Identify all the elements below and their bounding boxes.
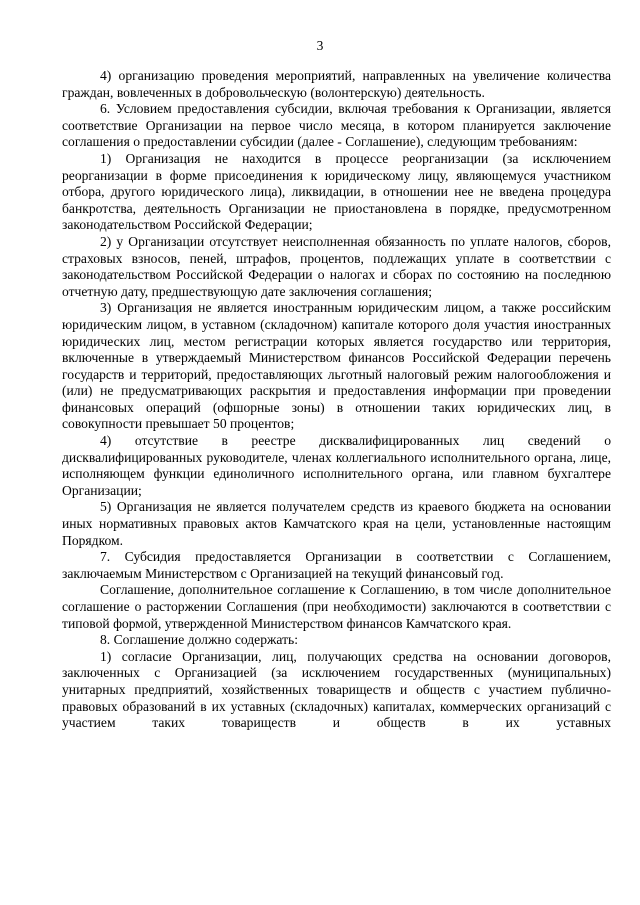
paragraph-requirement-2: 2) у Организации отсутствует неисполненная обязанность по уплате налогов, сборов, страховых взносов, пеней, штрафов, процентов, подлежащих уплате в соответствии с законодательством Российской Федерации о налогах и сборах по состоянию на последнюю отчетную дату, предшествующую дате заключения соглашения; [62,233,611,299]
paragraph-requirement-3: 3) Организация не является иностранным юридическим лицом, а также российским юридическим лицом, в уставном (складочном) капитале которого доля участия иностранных юридических лиц, местом регистрации которых является государство или территория, включенные в утверждаемый Министерством финансов Российской Федерации перечень государств и территорий, предоставляющих льготный налоговый режим налогообложения и (или) не предусматривающих раскрытия и предоставления информации при проведении финансовых операций (офшорные зоны) в отношении таких юридических лиц, в совокупности превышает 50 процентов; [62,300,611,432]
paragraph-requirement-4: 4) отсутствие в реестре дисквалифицированных лиц сведений о дисквалифицированных руководителе, членах коллегиального исполнительного органа, лице, исполняющем функции единоличного исполнительного органа, или главном бухгалтере Организации; [62,433,611,498]
document-body [62,68,611,732]
paragraph-consent-1: 1) согласие Организации, лиц, получающих средства на основании договоров, заключенных с Организацией (за исключением государственных (муниципальных) унитарных предприятий, хозяйственных товариществ и обществ с участием публично-правовых образований в их уставных (складочных) капиталах, коммерческих организаций с участием таких товариществ и обществ в их уставных [62,648,611,731]
paragraph-requirement-5: 5) Организация не является получателем средств из краевого бюджета на основании иных нормативных правовых актов Камчатского края на цели, установленные настоящим Порядком. [62,499,611,548]
paragraph-clause-7: 7. Субсидия предоставляется Организации в соответствии с Соглашением, заключаемым Министерством с Организацией на текущий финансовый год. [62,549,611,581]
paragraph-clause-6: 6. Условием предоставления субсидии, включая требования к Организации, является соответствие Организации на первое число месяца, в котором планируется заключение соглашения о предоставлении субсидии (далее - Соглашение), следующим требованиям: [62,101,611,150]
paragraph-clause-8: 8. Соглашение должно содержать: [100,632,298,648]
paragraph-item-4-volunteer: 4) организацию проведения мероприятий, направленных на увеличение количества граждан, вовлеченных в добровольческую (волонтерскую) деятельность. [62,68,611,100]
paragraph-requirement-1: 1) Организация не находится в процессе реорганизации (за исключением реорганизации в форме присоединения к юридическому лицу, являющемуся участником отбора, другого юридического лица), ликвидации, в отношении нее не введена процедура банкротства, деятельность Организации не приостановлена в порядке, предусмотренном законодательством Российской Федерации; [62,150,611,233]
page-number: 3 [316,38,324,53]
paragraph-agreement-form: Соглашение, дополнительное соглашение к Соглашению, в том числе дополнительное соглашение о расторжении Соглашения (при необходимости) заключаются в соответствии с типовой формой, утвержденной Министерством финансов Камчатского края. [62,582,611,631]
